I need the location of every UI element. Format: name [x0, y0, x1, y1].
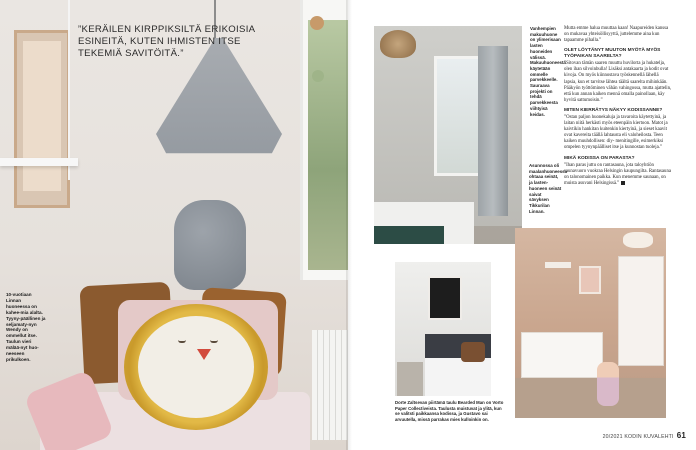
- gallery-bedroom-photo: [395, 262, 491, 396]
- photo-caption: Vanhempien makuuhuone on ylimerisaan lasten huoneiden välissä. Makuuhuoneesta käytetään ommelle parvekkeelle. Sauraava projekti on tehdä parvekkeesta viihtyisä keidas.: [530, 26, 566, 117]
- bed-sheet: [425, 358, 491, 396]
- kids-room-photo: [515, 228, 666, 418]
- question-heading: MIKÄ KODISSA ON PARASTA?: [564, 155, 635, 161]
- window-greenery: [308, 20, 348, 270]
- body-paragraph: [564, 163, 672, 187]
- lion-nose: [197, 349, 211, 360]
- body-paragraph: ”Sitovan tämän saaren muuttu huvilorta ja hukatelja, olen ihan silvoinbulla! Lisäksi antakaarta ja kodit ovat kivoja. On myös kiinnostava työskennellä lähellä lapsia, kun et tarvitse lähtea täältä saarelta mihinkään. Pääkyön työttöminen vähän vahingossa, mutta ajattelin, että kun annan kaiken mennä omalla painollaan, käy hyvitä sattumoisin.”: [564, 61, 672, 103]
- brown-pillow: [461, 342, 485, 362]
- article-body: [564, 26, 672, 187]
- green-blanket: [374, 226, 444, 244]
- body-paragraph: Mutta emme halua muuttaa kaan! Naapureiden kanssa on mukavaa yhteisöllisyyttä, juttelemme aina kun tapaamme pihalla.”: [564, 26, 669, 44]
- pompom-decoration: [310, 16, 324, 30]
- shelf-board: [0, 158, 78, 166]
- end-mark: [621, 181, 625, 185]
- bed-canopy: [156, 38, 282, 198]
- wall-shelf: [0, 0, 70, 180]
- page-folio: [603, 431, 686, 440]
- wall-frame: [579, 266, 601, 294]
- floor: [515, 378, 666, 418]
- photo-caption: Dorte Zaltsevan piirtämä taulu Bearded Man on Vorto Paper Collectiveista. Taulusta muistuvat ja ylitä, kun se valitsti paikkaansa kodissa, ja Gustavo sai arvuutella, missä parrakas mies kulloinkin on.: [395, 400, 504, 422]
- question-heading: OLET LÖYTÄNYT MUUTON MYÖTÄ MYÖS TYÖPAIKAN SAARELTA?: [564, 48, 661, 60]
- lion-pillow-face: [138, 316, 254, 418]
- question-heading: MITEN KIERRÄTYS NÄKYY KODISSANNE?: [564, 107, 663, 113]
- pull-quote: ”KERÄILEN KIRPPIKSILTÄ ERIKOISIA ESINEITÄ, KUTEN IHMISTEN ITSE TEKEMIÄ SAVITÖITÄ.”: [78, 24, 255, 60]
- side-table: [397, 362, 423, 396]
- page-number: 61: [676, 431, 686, 440]
- photo-caption: Asunnossa oli maalanhuoneessa ohtaaa seinät, ja lasten-huoneen seinät saivat sävyksen Tikkurilan Linnan.: [529, 163, 568, 214]
- crib: [521, 332, 603, 378]
- pompom-decoration: [312, 70, 324, 82]
- wall-sign: [623, 232, 653, 248]
- page-gutter: [346, 0, 352, 450]
- photo-caption: 10-vuotiaan Linnan huoneessa on kahee-mia alalta. Tyyny-päällinen ja seljamaty-nyn Wendy on ommellut itse. Taulun vieri mälää-nyt huo-neeseen prikulkoen.: [6, 292, 46, 362]
- bearded-man-art: [428, 276, 462, 320]
- closing-text: ”Ihan paras juttu on rantasauna, jota taloyhtiön saunavuoro vuokraa Helsingin kaupungilta. Rantasauna on talonomainen paikka. Kun menemme saunaan, on muista asuvani Helsingissä.”: [564, 162, 671, 186]
- canopy-knot: [174, 200, 246, 290]
- curtain: [478, 46, 508, 216]
- child: [597, 362, 619, 406]
- bedroom-photo: [374, 26, 522, 244]
- radiator: [312, 330, 348, 440]
- body-paragraph: ”Ostan paljon huonekaluja ja tavaroita käytettyinä, ja laitan niitä herkästi myös eteenpäin kiertoon. Matot ja kaivtikin hankitan kuitenkin kiertyinä, ja sieset kaavit ovat kavereita täällä lahtausta eli valoheilosta. Teen kaiken muuhdollisen: diy- menitingille, esimerkiksi ompelen tyynynpäälliset itse ja kunnostan tuoleja.”: [564, 114, 668, 151]
- wardrobe: [618, 256, 664, 366]
- wall-shelf: [545, 262, 571, 268]
- issue-label: 20/2021 KODIN KUVALEHTI: [602, 434, 674, 440]
- rattan-lamp: [380, 30, 416, 58]
